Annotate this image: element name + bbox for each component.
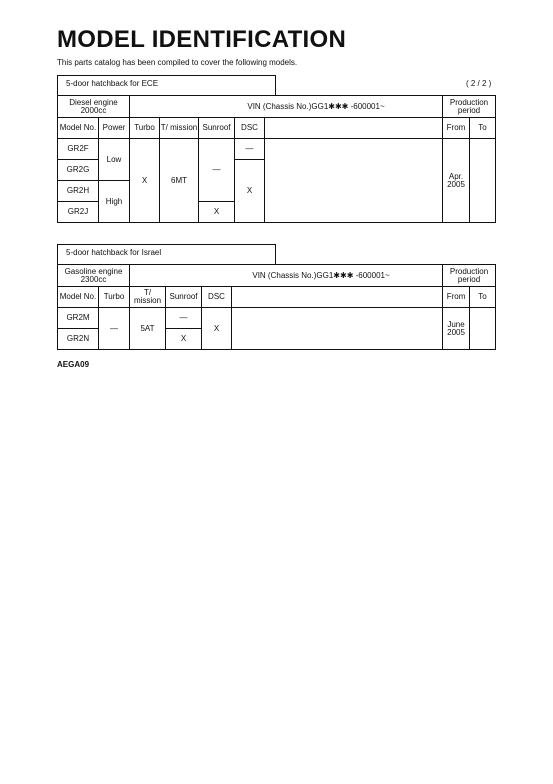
from-cell: June 2005	[443, 308, 470, 350]
power-high: High	[99, 181, 130, 223]
col-mission: T/ mission	[130, 287, 166, 308]
col-from: From	[443, 287, 470, 308]
col-sunroof: Sunroof	[166, 287, 202, 308]
col-mission: T/ mission	[160, 118, 199, 139]
model-cell: GR2M	[58, 308, 99, 329]
col-from: From	[443, 118, 470, 139]
model-cell: GR2J	[58, 202, 99, 223]
table2-engine: Gasoline engine 2300cc	[58, 265, 130, 287]
table2-production-header: Production period	[443, 265, 496, 287]
dsc-x: X	[235, 160, 265, 223]
blank-cell	[232, 308, 443, 350]
table1-engine: Diesel engine 2000cc	[58, 96, 130, 118]
sunroof-x: X	[166, 329, 202, 350]
table1	[57, 95, 496, 223]
to-cell	[470, 308, 496, 350]
model-cell: GR2G	[58, 160, 99, 181]
table2	[57, 264, 496, 350]
table1-vin: VIN (Chassis No.)GG1✱✱✱ -600001~	[130, 96, 443, 118]
col-turbo: Turbo	[99, 287, 130, 308]
model-cell: GR2N	[58, 329, 99, 350]
power-low: Low	[99, 139, 130, 181]
col-dsc: DSC	[202, 287, 232, 308]
col-model: Model No.	[58, 118, 99, 139]
mission-cell: 6MT	[160, 139, 199, 223]
col-to: To	[470, 287, 496, 308]
page-title: MODEL IDENTIFICATION	[57, 26, 347, 53]
table2-vin: VIN (Chassis No.)GG1✱✱✱ -600001~	[130, 265, 443, 287]
page-subtitle: This parts catalog has been compiled to cover the following models.	[57, 58, 298, 67]
turbo-cell: —	[99, 308, 130, 350]
col-turbo: Turbo	[130, 118, 160, 139]
model-cell: GR2F	[58, 139, 99, 160]
col-blank	[232, 287, 443, 308]
sunroof-x: X	[199, 202, 235, 223]
turbo-cell: X	[130, 139, 160, 223]
col-sunroof: Sunroof	[199, 118, 235, 139]
dsc-x: X	[202, 308, 232, 350]
from-cell: Apr. 2005	[443, 139, 470, 223]
col-model: Model No.	[58, 287, 99, 308]
table1-production-header: Production period	[443, 96, 496, 118]
blank-cell	[265, 139, 443, 223]
table2-tab: 5-door hatchback for Israel	[57, 244, 276, 264]
sunroof-dash: —	[166, 308, 202, 329]
page-number: ( 2 / 2 )	[466, 79, 492, 88]
to-cell	[470, 139, 496, 223]
col-dsc: DSC	[235, 118, 265, 139]
table1-tab: 5-door hatchback for ECE	[57, 75, 276, 95]
mission-cell: 5AT	[130, 308, 166, 350]
col-blank	[265, 118, 443, 139]
col-power: Power	[99, 118, 130, 139]
catalog-code: AEGA09	[57, 360, 90, 369]
sunroof-dash: —	[199, 139, 235, 202]
dsc-dash: —	[235, 139, 265, 160]
col-to: To	[470, 118, 496, 139]
model-cell: GR2H	[58, 181, 99, 202]
